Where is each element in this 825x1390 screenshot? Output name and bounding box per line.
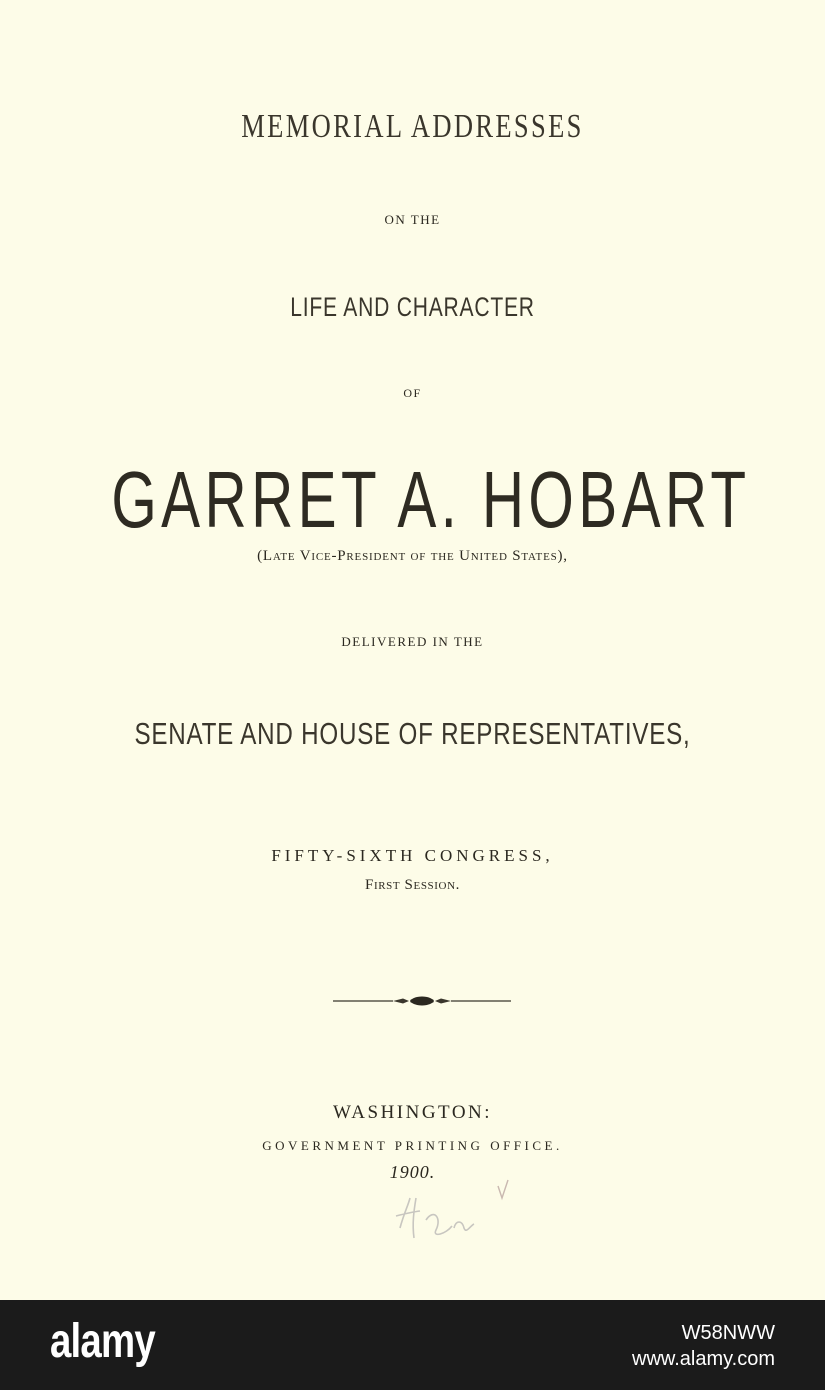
ornament-rule — [333, 992, 511, 1010]
handwritten-mark — [390, 1168, 520, 1258]
venue-line: SENATE AND HOUSE OF REPRESENTATIVES, — [134, 716, 691, 751]
delivered-line: DELIVERED IN THE — [341, 634, 484, 649]
stock-logo: alamy — [50, 1315, 155, 1368]
document-title: MEMORIAL ADDRESSES — [241, 108, 584, 145]
stock-url: www.alamy.com — [632, 1348, 775, 1370]
imprint-year: 1900. — [389, 1162, 436, 1182]
stock-image-id: W58NWW — [681, 1322, 775, 1344]
of-line: OF — [403, 386, 422, 400]
stock-image-info — [632, 1320, 775, 1372]
session-line: First Session. — [365, 877, 460, 893]
imprint-printer: GOVERNMENT PRINTING OFFICE. — [262, 1138, 563, 1153]
honoree-office-text: (Late Vice-President of the United States), — [257, 548, 568, 564]
honoree-name: GARRET A. HOBART — [111, 455, 751, 544]
congress-line: FIFTY-SIXTH CONGRESS, — [271, 846, 554, 865]
stock-banner — [0, 1300, 825, 1390]
honoree-office — [0, 548, 825, 565]
subject-line: LIFE AND CHARACTER — [290, 292, 535, 322]
imprint-city: WASHINGTON: — [332, 1102, 493, 1123]
on-the-line: ON THE — [384, 212, 441, 227]
